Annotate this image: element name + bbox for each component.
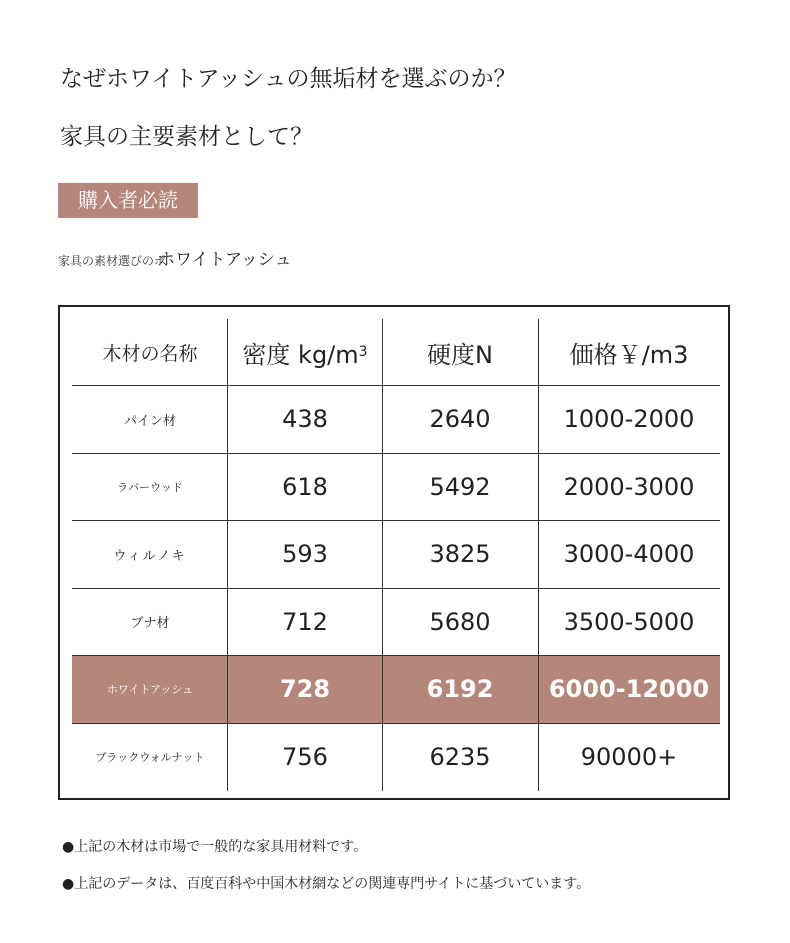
comparison-table-frame — [58, 305, 730, 800]
column-divider — [382, 319, 383, 791]
density-cell: 438 — [282, 405, 328, 434]
header-density-label: 密度 kg/m — [242, 340, 359, 369]
subtitle — [58, 245, 291, 270]
wood-name-cell: ホワイトアッシュ — [106, 683, 194, 697]
price-cell: 2000-3000 — [563, 472, 695, 501]
table-header-row — [72, 319, 720, 386]
table-row — [72, 454, 720, 522]
table-row — [72, 521, 720, 589]
table-row — [72, 386, 720, 454]
wood-comparison-table — [72, 319, 720, 791]
price-cell: 90000+ — [580, 743, 678, 772]
density-cell: 618 — [282, 472, 328, 501]
buyer-notice-badge: 購入者必読 — [58, 183, 198, 218]
note-2: ●上記のデータは、百度百科や中国木材網などの関連専門サイトに基づいています。 — [62, 876, 591, 892]
wood-name-cell: パイン材 — [123, 413, 176, 429]
wood-name-cell: ラバーウッド — [117, 480, 183, 494]
density-cell: 712 — [282, 607, 328, 636]
table-row — [72, 589, 720, 657]
density-cell: 756 — [282, 743, 328, 772]
table-row-highlighted — [72, 656, 720, 724]
wood-name-cell: ウィルノキ — [113, 548, 187, 564]
price-cell: 3000-4000 — [563, 540, 695, 569]
price-cell: 3500-5000 — [563, 607, 695, 636]
density-cell: 593 — [282, 540, 328, 569]
header-density — [228, 319, 382, 385]
column-divider — [227, 319, 228, 791]
heading-line-1: なぜホワイトアッシュの無垢材を選ぶのか？ — [60, 66, 517, 92]
header-hardness: 硬度N — [427, 340, 493, 369]
hardness-cell: 5680 — [429, 607, 491, 636]
subtitle-small: 家具の素材選びのポ — [58, 254, 167, 268]
hardness-cell: 2640 — [429, 405, 491, 434]
note-1: ●上記の木材は市場で一般的な家具用材料です。 — [62, 839, 368, 855]
hardness-cell: 5492 — [429, 472, 491, 501]
header-density-superscript: 3 — [358, 344, 368, 360]
subtitle-big: ホワイトアッシュ — [158, 250, 292, 270]
hardness-cell: 3825 — [429, 540, 491, 569]
price-cell: 1000-2000 — [563, 405, 695, 434]
price-cell: 6000-12000 — [548, 675, 710, 704]
wood-name-cell: ブナ材 — [130, 616, 170, 632]
header-price: 価格￥/m3 — [569, 340, 689, 369]
density-cell: 728 — [279, 675, 331, 704]
column-divider — [538, 319, 539, 791]
heading-line-2: 家具の主要素材として？ — [60, 124, 313, 150]
table-row — [72, 724, 720, 792]
hardness-cell: 6235 — [429, 743, 491, 772]
header-wood-name: 木材の名称 — [102, 342, 198, 365]
hardness-cell: 6192 — [426, 675, 494, 704]
wood-name-cell: ブラックウォルナット — [95, 751, 205, 765]
